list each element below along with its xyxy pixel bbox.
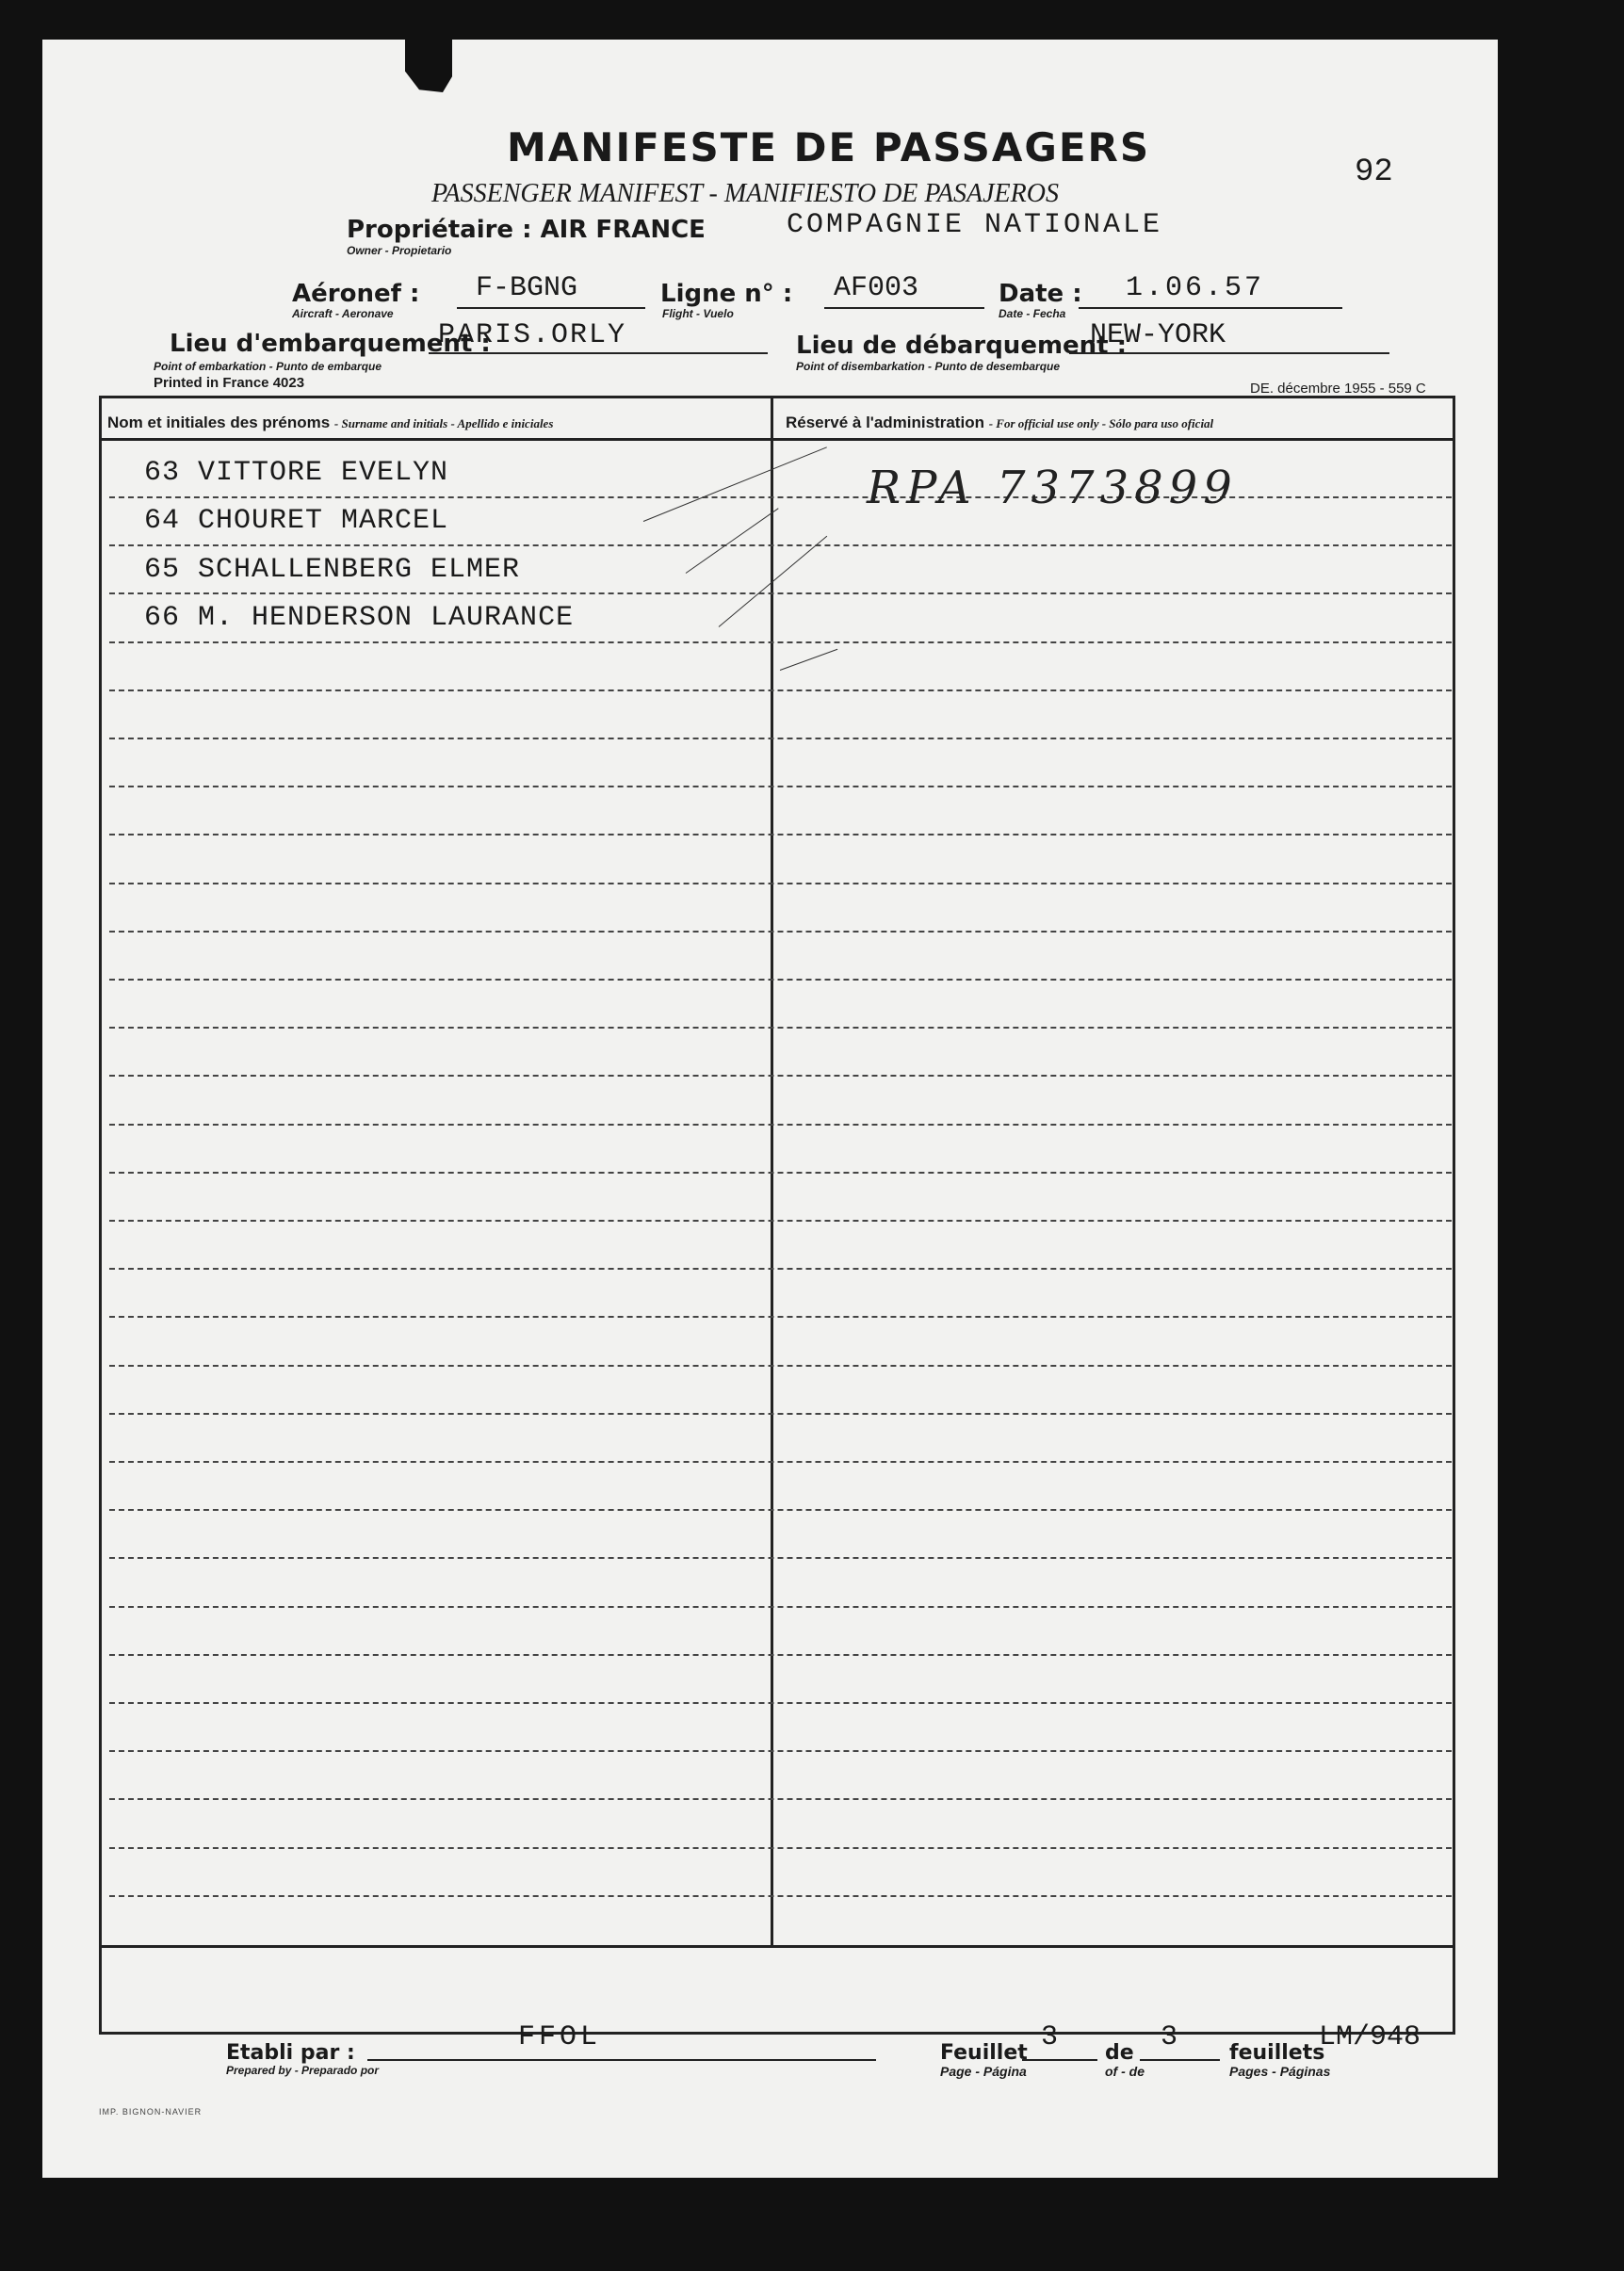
ruled-line (109, 1895, 1452, 1897)
sheets-sublabel: Pages - Páginas (1229, 2064, 1331, 2079)
ruled-line (109, 1461, 1452, 1463)
admin-header-label: Réservé à l'administration (786, 414, 984, 431)
disembarkation-label: Lieu de débarquement : (796, 332, 1128, 360)
form-reference: DE. décembre 1955 - 559 C (1250, 381, 1426, 397)
prepared-by-underline (367, 2059, 876, 2061)
punch-hole (405, 40, 452, 92)
ruled-line (109, 689, 1452, 691)
ruled-line (109, 786, 1452, 787)
prepared-by-label: Etabli par : (226, 2041, 355, 2065)
date-sublabel: Date - Fecha (999, 307, 1066, 320)
embarkation-label: Lieu d'embarquement : (170, 330, 491, 358)
check-mark (686, 508, 779, 574)
ruled-line (109, 738, 1452, 739)
embarkation-value: PARIS.ORLY (438, 319, 627, 351)
total-underline (1140, 2059, 1220, 2061)
ruled-line (109, 1847, 1452, 1849)
admin-column-header (786, 414, 1213, 432)
check-mark (780, 649, 837, 671)
printed-note: Printed in France 4023 (154, 375, 305, 391)
sheet-number: 3 (1041, 2021, 1059, 2053)
sheet-total: 3 (1161, 2021, 1178, 2053)
ruled-line (109, 834, 1452, 835)
ruled-line (109, 1654, 1452, 1656)
ruled-line (109, 979, 1452, 981)
ruled-line (109, 1509, 1452, 1511)
embarkation-sublabel: Point of embarkation - Punto de embarque (154, 360, 382, 373)
of-label: de (1105, 2041, 1134, 2065)
ruled-line (109, 1557, 1452, 1559)
document-title: MANIFESTE DE PASSAGERS (507, 124, 1151, 170)
ruled-line (109, 1124, 1452, 1126)
prepared-by-sublabel: Prepared by - Preparado por (226, 2064, 380, 2077)
embarkation-underline (429, 352, 768, 354)
admin-header-sublabel: - For official use only - Sólo para uso oficial (988, 416, 1214, 430)
manifest-sheet (42, 40, 1498, 2178)
ruled-line (109, 1027, 1452, 1029)
ruled-line (109, 1268, 1452, 1270)
sheet-underline (1022, 2059, 1097, 2061)
disembarkation-value: NEW-YORK (1090, 319, 1226, 351)
page-number: 92 (1355, 154, 1393, 190)
check-mark (643, 446, 827, 522)
flight-value: AF003 (834, 272, 919, 304)
ruled-line (109, 1798, 1452, 1800)
sheet-sublabel: Page - Página (940, 2064, 1027, 2079)
ruled-line (109, 1075, 1452, 1077)
passenger-row: 64 CHOURET MARCEL (144, 505, 449, 537)
sheet-label: Feuillet (940, 2041, 1028, 2065)
ruled-line (109, 544, 1452, 546)
names-column-header (107, 414, 553, 432)
date-label: Date : (999, 280, 1082, 308)
aircraft-value: F-BGNG (476, 272, 578, 304)
reference-code: LM/948 (1319, 2021, 1421, 2053)
aircraft-underline (457, 307, 645, 309)
ruled-line (109, 1365, 1452, 1367)
date-value: 1.06.57 (1126, 272, 1265, 304)
ruled-line (109, 1606, 1452, 1608)
flight-underline (824, 307, 984, 309)
ruled-line (109, 1702, 1452, 1704)
ruled-line (109, 1750, 1452, 1752)
ruled-line (109, 883, 1452, 884)
aircraft-label: Aéronef : (292, 280, 420, 308)
owner-sublabel: Owner - Propietario (347, 244, 452, 257)
date-underline (1079, 307, 1342, 309)
passenger-table (99, 396, 1455, 2035)
imprint: IMP. BIGNON-NAVIER (99, 2107, 203, 2117)
of-sublabel: of - de (1105, 2064, 1145, 2079)
passenger-row: 66 M. HENDERSON LAURANCE (144, 602, 575, 634)
ruled-line (109, 1413, 1452, 1415)
names-header-sublabel: - Surname and initials - Apellido e iniciales (333, 416, 554, 430)
document-subtitle: PASSENGER MANIFEST - MANIFIESTO DE PASAJEROS (431, 179, 1059, 208)
ruled-line (109, 496, 1452, 498)
header-divider (102, 438, 1453, 441)
passenger-row: 65 SCHALLENBERG ELMER (144, 554, 521, 586)
ruled-line (109, 1220, 1452, 1222)
names-header-label: Nom et initiales des prénoms (107, 414, 331, 431)
ruled-line (109, 1316, 1452, 1318)
owner-label: Propriétaire : AIR FRANCE (347, 216, 706, 244)
ruled-line (109, 641, 1452, 643)
footer-divider (102, 1945, 1453, 1948)
aircraft-sublabel: Aircraft - Aeronave (292, 307, 394, 320)
admin-handwritten-note: RPA 7373899 (867, 462, 1238, 514)
sheets-label: feuillets (1229, 2041, 1325, 2065)
disembarkation-sublabel: Point of disembarkation - Punto de desembarque (796, 360, 1061, 373)
flight-label: Ligne n° : (660, 280, 793, 308)
company-name: COMPAGNIE NATIONALE (787, 209, 1163, 241)
disembarkation-underline (1069, 352, 1389, 354)
flight-sublabel: Flight - Vuelo (662, 307, 734, 320)
prepared-by-value: FFOL (518, 2021, 602, 2053)
passenger-row: 63 VITTORE EVELYN (144, 457, 449, 489)
ruled-line (109, 592, 1452, 594)
ruled-line (109, 1172, 1452, 1174)
ruled-line (109, 931, 1452, 933)
